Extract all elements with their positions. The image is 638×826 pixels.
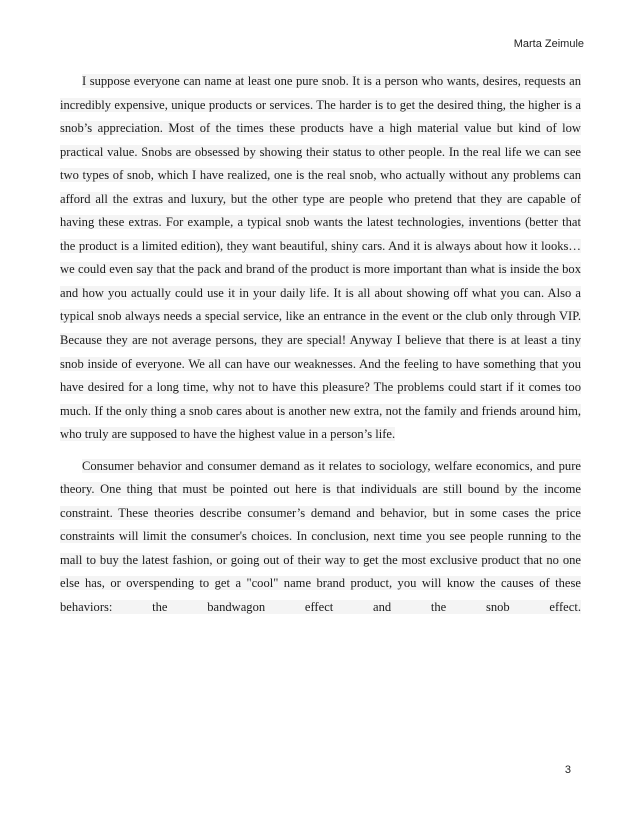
- body-paragraph-1: [60, 70, 581, 447]
- page-number: 3: [564, 764, 571, 776]
- paragraph-text: I suppose everyone can name at least one pure snob. It is a person who wants, desires, requests an incredibly expensive, unique products or services. The harder is to get the desired thing, the higher is a snob’s appreciation. Most of the times these products have a high material value but kind of low practical value. Snobs are obsessed by showing their status to other people. In the real life we can see two types of snob, which I have realized, one is the real snob, who actually without any problems can afford all the extras and luxury, but the other type are people who pretend that they are capable of having these extras. For example, a typical snob wants the latest technologies, inventions (better that the product is a limited edition), they want beautiful, shiny cars. And it is always about how it looks… we could even say that the pack and brand of the product is more important than what is inside the box and how you actually could use it in your daily life. It is all about showing off what you can. Also a typical snob always needs a special service, like an entrance in the event or the club only through VIP. Because they are not average persons, they are special! Anyway I believe that there is at least a tiny snob inside of everyone. We all can have our weaknesses. And the feeling to have something that you have desired for a long time, why not to have this pleasure? The problems could start if it comes too much. If the only thing a snob cares about is another new extra, not the family and friends around him, who truly are supposed to have the highest value in a person’s life.: [60, 74, 581, 442]
- body-paragraph-2: [60, 455, 581, 620]
- paragraph-text: Consumer behavior and consumer demand as it relates to sociology, welfare economics, and pure theory. One thing that must be pointed out here is that individuals are still bound by the income constraint. These theories describe consumer’s demand and behavior, but in some cases the price constraints will limit the consumer's choices. In conclusion, next time you see people running to the mall to buy the latest fashion, or going out of their way to get the most exclusive product that no one else has, or overspending to get a "cool" name brand product, you will know the causes of these behaviors: the bandwagon effect and the snob effect.: [60, 458, 581, 615]
- header-author-name: Marta Zeimule: [513, 38, 584, 50]
- document-body: [60, 70, 581, 628]
